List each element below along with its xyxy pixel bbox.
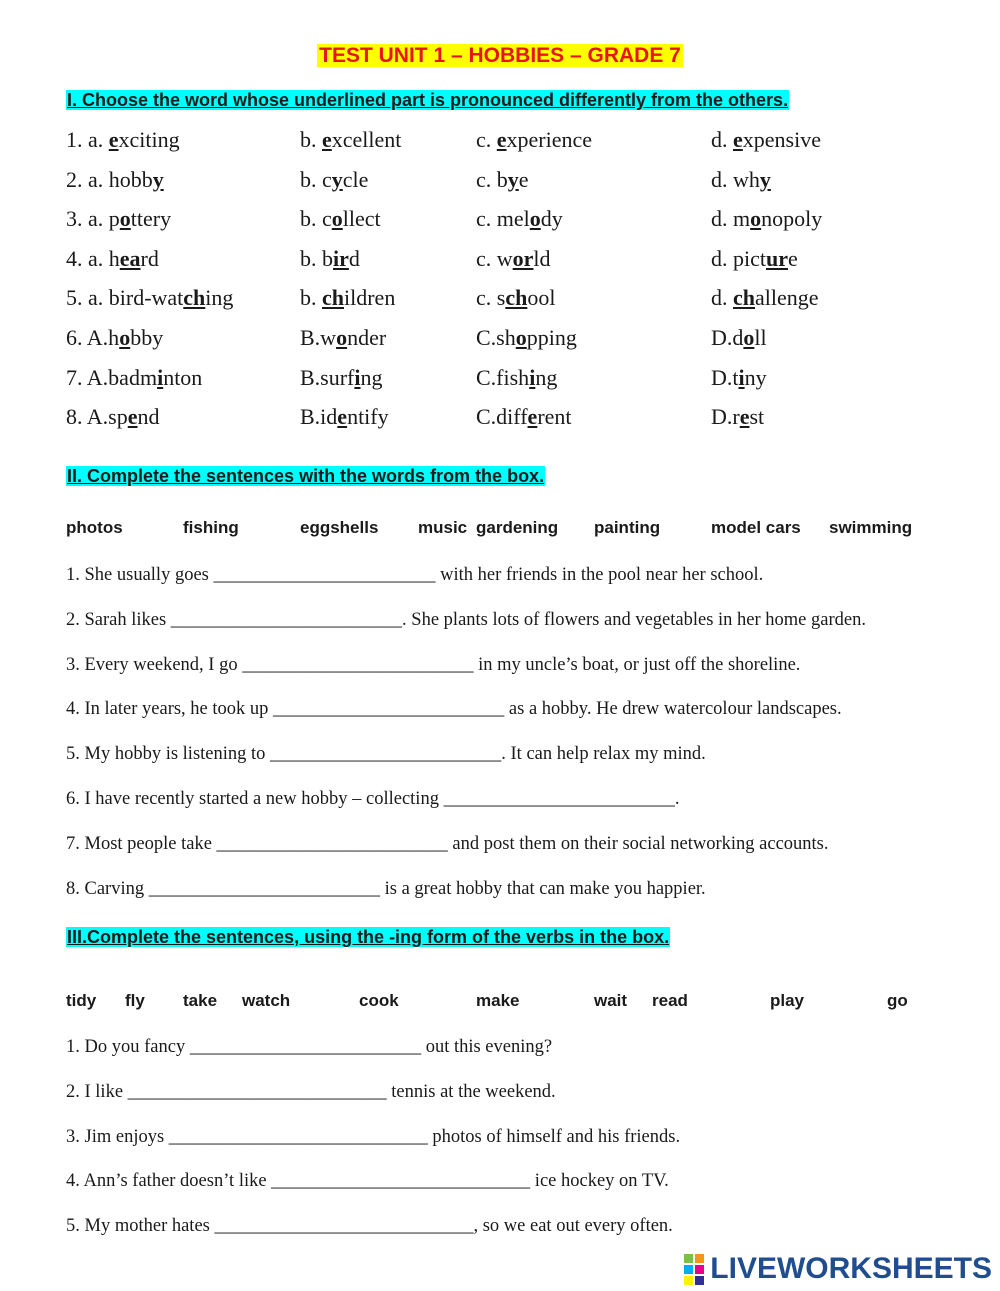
option-6-c: C.shopping <box>476 325 577 350</box>
option-5-d: d. challenge <box>711 285 819 311</box>
section-3-sentence: 1. Do you fancy _________________________ out this evening? <box>66 1037 553 1057</box>
option-2-c: c. bye <box>476 166 529 192</box>
section-2-sentence: 4. In later years, he took up _________________________ as a hobby. He drew watercolour landscapes. <box>66 699 842 720</box>
section-1-heading: I. Choose the word whose underlined part is pronounced differently from the others. <box>67 90 789 110</box>
option-5-c: c. school <box>476 285 556 311</box>
box-verb-tidy: tidy <box>66 991 97 1010</box>
option-6-a: 6. A.hobby <box>66 325 164 350</box>
option-2-d: d. why <box>711 166 771 192</box>
section-2-sentence: 6. I have recently started a new hobby – collecting _________________________. <box>66 789 680 809</box>
option-3-a: 3. a. pottery <box>66 206 172 232</box>
section-2-sentence: 3. Every weekend, I go _________________________ in my uncle’s boat, or just off the shoreline. <box>66 654 801 675</box>
box-word-painting: painting <box>594 518 661 537</box>
option-7-a: 7. A.badminton <box>66 364 203 390</box>
section-3-sentence: 5. My mother hates ____________________________, so we eat out every often. <box>66 1216 673 1237</box>
box-word-fishing: fishing <box>183 518 239 537</box>
option-4-b: b. bird <box>300 245 360 271</box>
option-4-c: c. world <box>476 245 551 271</box>
option-4-d: d. picture <box>711 245 798 271</box>
section-2-heading: II. Complete the sentences with the words from the box. <box>67 466 545 486</box>
section-3-sentence: 4. Ann’s father doesn’t like ____________________________ ice hockey on TV. <box>66 1171 669 1192</box>
option-2-a: 2. a. hobby <box>66 166 164 192</box>
box-word-eggshells: eggshells <box>300 518 379 537</box>
section-3-heading: III.Complete the sentences, using the -ing form of the verbs in the box. <box>67 927 670 947</box>
box-verb-cook: cook <box>359 991 399 1010</box>
option-6-b: B.wonder <box>300 325 387 350</box>
box-verb-go: go <box>887 991 908 1010</box>
box-verb-fly: fly <box>125 991 145 1010</box>
option-7-b: B.surfing <box>300 364 383 390</box>
section-2-sentence: 2. Sarah likes _________________________. She plants lots of flowers and vegetables in her home garden. <box>66 609 866 630</box>
option-5-b: b. children <box>300 285 396 311</box>
option-3-d: d. monopoly <box>711 206 823 232</box>
section-2-sentence: 5. My hobby is listening to _________________________. It can help relax my mind. <box>66 744 706 765</box>
box-word-model-cars: model cars <box>711 518 801 537</box>
option-4-a: 4. a. heard <box>66 245 159 271</box>
liveworksheets-logo: LIVEWORKSHEETS <box>684 1252 992 1286</box>
box-word-music: music <box>418 518 468 537</box>
option-7-c: C.fishing <box>476 364 558 390</box>
worksheet-title: TEST UNIT 1 – HOBBIES – GRADE 7 <box>319 44 681 67</box>
option-8-b: B.identify <box>300 404 389 430</box>
box-verb-watch: watch <box>242 991 291 1010</box>
box-verb-wait: wait <box>594 991 628 1010</box>
box-verb-make: make <box>476 991 520 1010</box>
section-2-sentence: 7. Most people take _________________________ and post them on their social networking accounts. <box>66 833 829 854</box>
box-verb-play: play <box>770 991 805 1010</box>
option-5-a: 5. a. bird-watching <box>66 285 234 311</box>
section-3-sentence: 2. I like ____________________________ tennis at the weekend. <box>66 1081 556 1102</box>
option-1-b: b. excellent <box>300 127 402 152</box>
box-verb-take: take <box>183 991 218 1010</box>
option-1-d: d. expensive <box>711 127 821 152</box>
box-word-gardening: gardening <box>476 518 559 537</box>
option-8-c: C.different <box>476 404 572 430</box>
option-8-d: D.rest <box>711 404 765 430</box>
box-word-photos: photos <box>66 518 123 537</box>
section-3-sentence: 3. Jim enjoys ____________________________ photos of himself and his friends. <box>66 1126 681 1147</box>
option-8-a: 8. A.spend <box>66 404 160 430</box>
option-3-c: c. melody <box>476 206 563 232</box>
section-2-sentence: 1. She usually goes ________________________ with her friends in the pool near her school. <box>66 565 764 585</box>
box-verb-read: read <box>652 991 688 1010</box>
option-2-b: b. cycle <box>300 166 369 192</box>
option-7-d: D.tiny <box>711 364 767 390</box>
section-2-sentence: 8. Carving _________________________ is a great hobby that can make you happier. <box>66 878 706 899</box>
option-6-d: D.doll <box>711 325 767 350</box>
box-word-swimming: swimming <box>829 518 913 537</box>
option-3-b: b. collect <box>300 206 381 232</box>
option-1-a: 1. a. exciting <box>66 127 180 152</box>
liveworksheets-logo-icon <box>684 1254 706 1284</box>
option-1-c: c. experience <box>476 127 593 152</box>
